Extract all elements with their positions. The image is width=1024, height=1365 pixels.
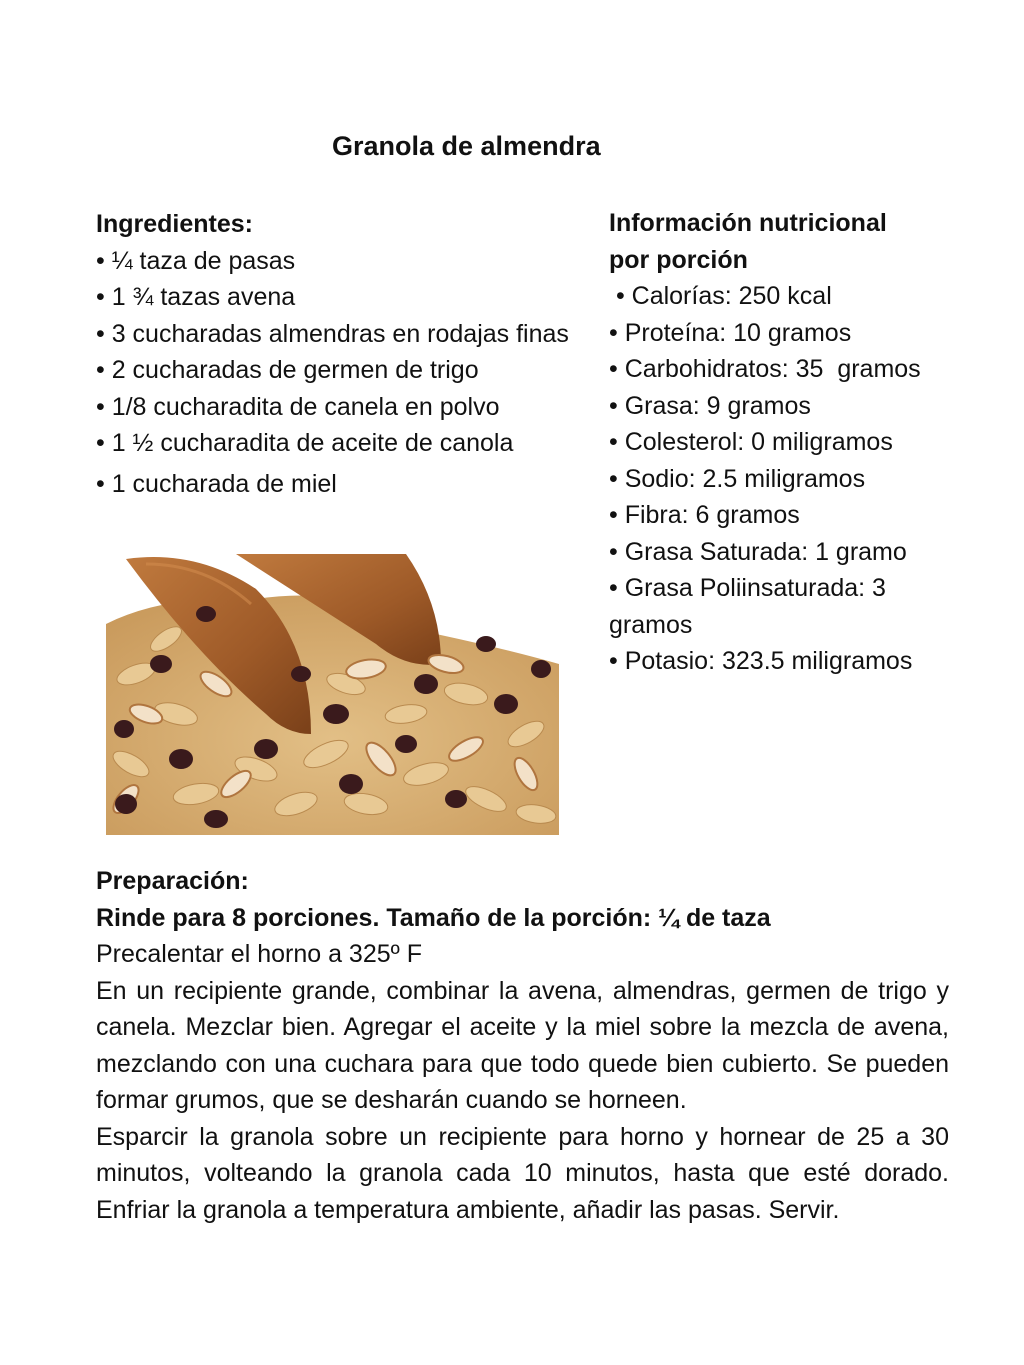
nutrition-item: • Colesterol: 0 miligramos [609,428,893,456]
nutrition-item: • Sodio: 2.5 miligramos [609,464,866,493]
preparation-step: Esparcir la granola sobre un recipiente para horno y hornear de 25 a 30 minutos, volteando la granola cada 10 minutos, hasta que esté dorado. Enfriar la granola a temperatura ambiente, añadir las pasas. Servir. [96,1122,949,1224]
preparation-section [96,863,949,1228]
nutrition-item: • Calorías: 250 kcal [609,282,832,310]
nutrition-section [609,205,969,680]
nutrition-item: • Grasa Poliinsaturada: 3 gramos [609,574,886,639]
ingredients-section [96,206,571,502]
nutrition-item: • Carbohidratos: 35 gramos [609,355,921,383]
ingredient-item: • 1 ½ cucharadita de aceite de canola [96,429,514,457]
servings-line: Rinde para 8 porciones. Tamaño de la porción: ¼ de taza [96,903,771,932]
page-title: Granola de almendra [332,131,601,161]
preparation-heading: Preparación: [96,867,249,895]
nutrition-heading-sub: por porción [609,245,748,274]
ingredient-item: • ¼ taza de pasas [96,246,296,275]
ingredient-item: • 1 cucharada de miel [96,469,337,498]
preparation-step: Precalentar el horno a 325º F [96,940,422,968]
nutrition-item: • Grasa: 9 gramos [609,391,811,420]
ingredients-heading: Ingredientes: [96,210,253,238]
ingredient-item: • 2 cucharadas de germen de trigo [96,356,479,384]
nutrition-heading: Información nutricional [609,209,887,237]
ingredient-item: • 1/8 cucharadita de canela en polvo [96,392,500,421]
ingredient-item: • 3 cucharadas almendras en rodajas finas [96,319,569,348]
nutrition-item: • Potasio: 323.5 miligramos [609,647,913,675]
granola-photo [106,554,559,835]
preparation-step: En un recipiente grande, combinar la avena, almendras, germen de trigo y canela. Mezclar bien. Agregar el aceite y la miel sobre la mezcla de avena, mezclando con una cuchara para que todo quede bien cubierto. Se pueden formar grumos, que se desharán cuando se horneen. [96,976,949,1114]
nutrition-item: • Proteína: 10 gramos [609,318,852,347]
nutrition-item: • Grasa Saturada: 1 gramo [609,537,907,566]
ingredient-item: • 1 ¾ tazas avena [96,283,296,311]
nutrition-item: • Fibra: 6 gramos [609,501,800,529]
